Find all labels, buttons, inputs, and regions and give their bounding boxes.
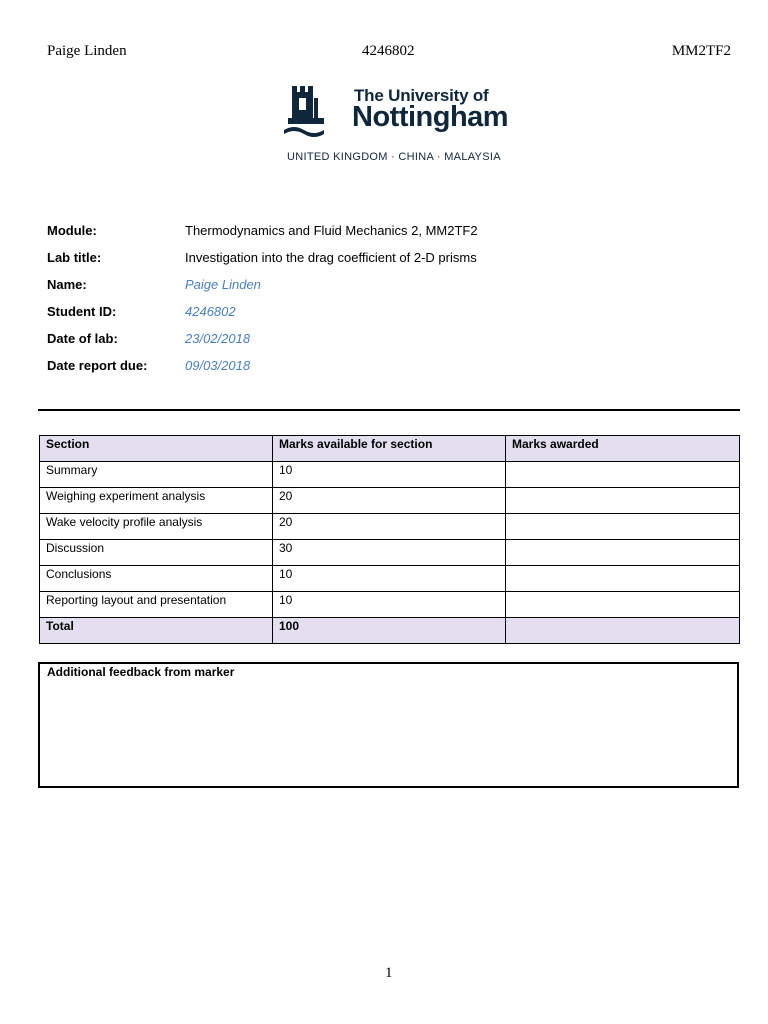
marks-awarded-cell[interactable] (506, 592, 740, 618)
horizontal-divider (38, 409, 740, 411)
table-header-cell: Marks awarded (506, 436, 740, 462)
table-row (40, 514, 740, 540)
info-value: 23/02/2018 (185, 331, 251, 346)
table-header-cell: Section (40, 436, 273, 462)
info-label: Date of lab: (47, 331, 118, 346)
feedback-label: Additional feedback from marker (47, 665, 235, 679)
marks-available-cell: 30 (273, 540, 506, 566)
section-cell: Reporting layout and presentation (40, 592, 273, 618)
marks-awarded-cell[interactable] (506, 462, 740, 488)
table-row (40, 462, 740, 488)
header-student-name: Paige Linden (47, 43, 127, 59)
info-label: Lab title: (47, 250, 102, 265)
info-value: Investigation into the drag coefficient of 2-D prisms (185, 250, 477, 265)
marks-available-cell: 10 (273, 566, 506, 592)
table-row (40, 488, 740, 514)
info-value: 4246802 (185, 304, 236, 319)
info-label: Date report due: (47, 358, 148, 373)
section-cell: Weighing experiment analysis (40, 488, 273, 514)
info-value: Paige Linden (185, 277, 261, 292)
info-label: Name: (47, 277, 87, 292)
marks-awarded-cell[interactable] (506, 514, 740, 540)
table-row (40, 566, 740, 592)
logo-tagline: UNITED KINGDOM · CHINA · MALAYSIA (287, 151, 501, 163)
total-marks-cell: 100 (273, 618, 506, 644)
feedback-box[interactable] (38, 662, 739, 788)
section-cell: Summary (40, 462, 273, 488)
section-cell: Wake velocity profile analysis (40, 514, 273, 540)
header-student-id: 4246802 (362, 43, 415, 59)
section-cell: Conclusions (40, 566, 273, 592)
page-number: 1 (385, 965, 393, 981)
info-value: 09/03/2018 (185, 358, 251, 373)
total-awarded-cell[interactable] (506, 618, 740, 644)
total-label-cell: Total (40, 618, 273, 644)
castle-crest-icon (284, 80, 340, 142)
marks-available-cell: 20 (273, 514, 506, 540)
logo-line-2: Nottingham (352, 101, 509, 133)
info-value: Thermodynamics and Fluid Mechanics 2, MM2TF2 (185, 223, 478, 238)
info-label: Module: (47, 223, 97, 238)
marks-awarded-cell[interactable] (506, 540, 740, 566)
marks-awarded-cell[interactable] (506, 566, 740, 592)
logo-line-1: The University of (354, 86, 489, 105)
info-label: Student ID: (47, 304, 117, 319)
table-header-cell: Marks available for section (273, 436, 506, 462)
table-header-row (40, 436, 740, 462)
marks-available-cell: 20 (273, 488, 506, 514)
university-logo (284, 80, 509, 170)
table-row (40, 540, 740, 566)
header-module-code: MM2TF2 (671, 43, 731, 59)
marks-table (39, 435, 740, 644)
section-cell: Discussion (40, 540, 273, 566)
table-row (40, 592, 740, 618)
marks-awarded-cell[interactable] (506, 488, 740, 514)
marks-available-cell: 10 (273, 592, 506, 618)
marks-available-cell: 10 (273, 462, 506, 488)
table-total-row (40, 618, 740, 644)
